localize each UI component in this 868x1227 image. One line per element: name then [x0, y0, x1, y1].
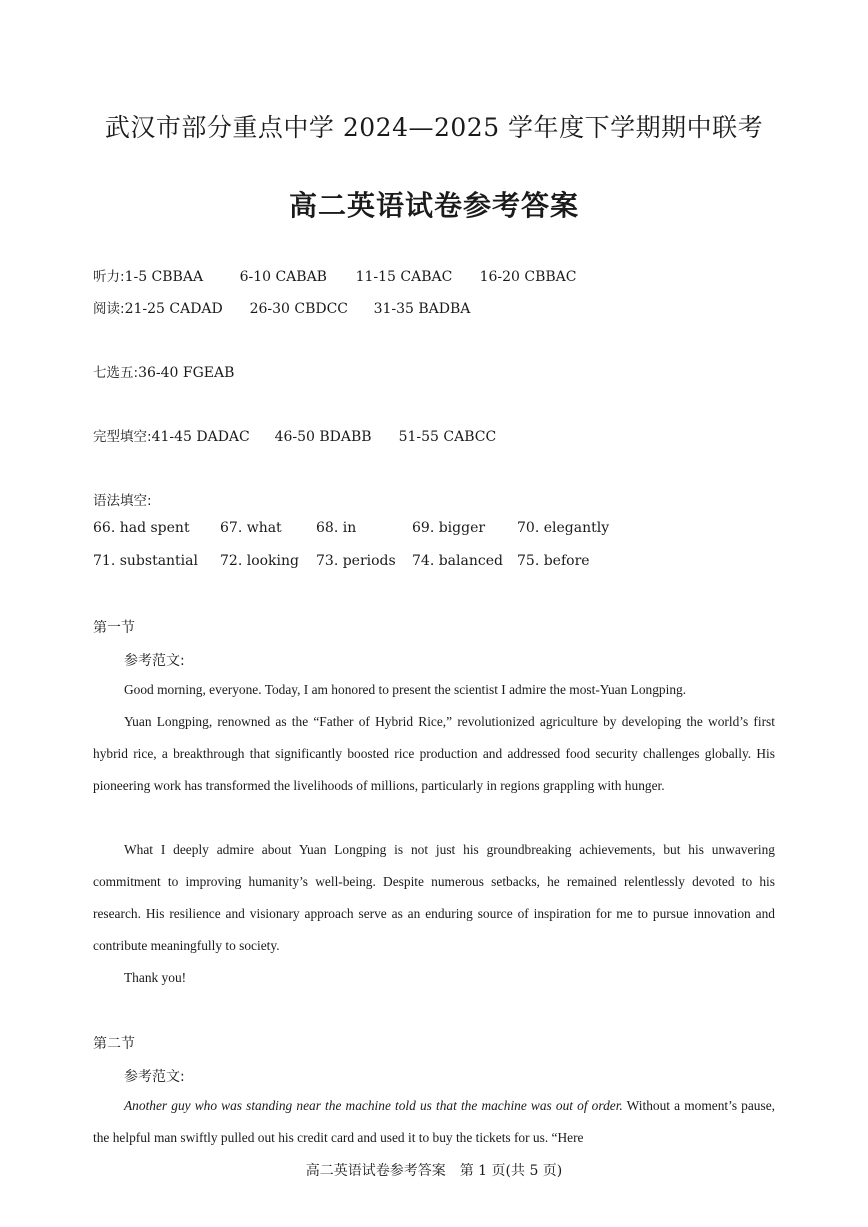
- section1-subheading: 参考范文:: [124, 653, 185, 669]
- essay-closing: Thank you!: [124, 970, 187, 985]
- answer-group: 21-25 CADAD: [124, 301, 223, 317]
- grammar-label: 语法填空:: [93, 493, 152, 509]
- essay-paragraph: Yuan Longping, renowned as the “Father of Hybrid Rice,” revolutionized agriculture by developing the world’s first hybrid rice, a breakthrough that significantly boosted rice production and addressed food security challenges globally. His pioneering work has transformed the livelihoods of millions, particularly in regions grappling with hunger.: [93, 714, 775, 793]
- grammar-answer: 74. balanced: [412, 553, 503, 569]
- grammar-answer: 72. looking: [220, 553, 299, 569]
- answer-group: 51-55 CABCC: [398, 429, 497, 445]
- listening-label: 听力:: [93, 269, 125, 285]
- given-opening-sentence: Another guy who was standing near the machine told us that the machine was out of order.: [124, 1098, 623, 1113]
- answer-group: 11-15 CABAC: [355, 269, 453, 285]
- section1-heading: 第一节: [93, 620, 135, 636]
- answer-group: 26-30 CBDCC: [249, 301, 349, 317]
- answer-key-title: 高二英语试卷参考答案: [288, 189, 579, 222]
- grammar-answer: 66. had spent: [93, 520, 190, 536]
- answer-group: 36-40 FGEAB: [138, 365, 235, 381]
- grammar-answer: 70. elegantly: [517, 520, 610, 536]
- grammar-answer: 67. what: [220, 520, 282, 536]
- grammar-answer: 71. substantial: [93, 553, 198, 569]
- cloze-label: 完型填空:: [93, 429, 152, 445]
- grammar-answer: 69. bigger: [412, 520, 486, 536]
- answer-group: 31-35 BADBA: [373, 301, 471, 317]
- reading-label: 阅读:: [93, 301, 125, 317]
- section2-heading: 第二节: [93, 1036, 135, 1052]
- cloze-answers: [93, 425, 496, 445]
- essay-paragraph: Good morning, everyone. Today, I am honored to present the scientist I admire the most-Yuan Longping.: [124, 682, 687, 697]
- grammar-answer: 68. in: [316, 520, 357, 536]
- grammar-answer: 73. periods: [316, 553, 396, 569]
- answer-group: 41-45 DADAC: [151, 429, 250, 445]
- answer-group: 6-10 CABAB: [239, 269, 327, 285]
- seven-choose-five-label: 七选五:: [93, 365, 139, 381]
- seven-choose-five-answers: [93, 361, 234, 381]
- grammar-answers-heading: [93, 489, 152, 509]
- section2-subheading: 参考范文:: [124, 1069, 185, 1085]
- answer-group: 16-20 CBBAC: [479, 269, 577, 285]
- essay-paragraph: What I deeply admire about Yuan Longping is not just his groundbreaking achievements, but his unwavering commitment to improving humanity’s well-being. Despite numerous setbacks, he remained relentlessly devoted to his research. His resilience and visionary approach serve as an enduring source of inspiration for me to pursue innovation and contribute meaningfully to society.: [93, 842, 775, 953]
- continuation-paragraph: Another guy who was standing near the machine told us that the machine was out of order. Without a moment’s pause, the helpful man swiftly pulled out his credit card and used it to buy the tickets for us. “Here: [93, 1098, 775, 1145]
- listening-answers: [93, 265, 576, 285]
- answer-group: 46-50 BDABB: [274, 429, 372, 445]
- page-footer: 高二英语试卷参考答案 第 1 页(共 5 页): [305, 1163, 563, 1179]
- grammar-answer: 75. before: [517, 553, 590, 569]
- exam-title: 武汉市部分重点中学 2024—2025 学年度下学期期中联考: [104, 113, 764, 142]
- reading-answers: [93, 297, 470, 317]
- answer-group: 1-5 CBBAA: [124, 269, 204, 285]
